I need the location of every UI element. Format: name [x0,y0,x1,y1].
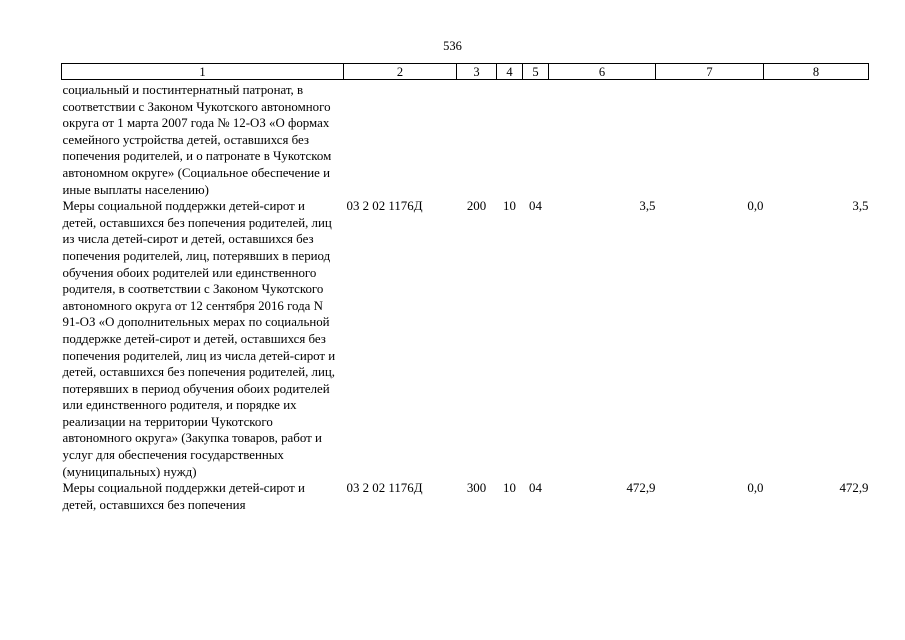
table-row [62,198,869,480]
column-header-2: 2 [344,64,457,80]
row-target-article-code: 03 2 02 1176Д [346,481,423,496]
table-row [62,480,869,513]
row-value-col8: 3,5 [852,199,869,214]
row-section: 10 [503,199,516,214]
row-name: Меры социальной поддержки детей-сирот и детей, оставшихся без попечения [62,481,305,512]
row-value-col8 [764,80,869,199]
column-header-1: 1 [62,64,344,80]
row-expense-type [457,80,497,199]
page-number: 536 [443,39,462,53]
column-header-5: 5 [523,64,549,80]
row-expense-type: 200 [466,199,487,214]
row-section: 10 [503,481,516,496]
column-header-6: 6 [549,64,656,80]
budget-table [61,63,869,513]
row-expense-type: 300 [466,481,487,496]
row-value-col8: 472,9 [839,481,869,496]
column-header-8: 8 [764,64,869,80]
row-value-col7: 0,0 [747,481,764,496]
row-value-col6 [549,80,656,199]
row-value-col7: 0,0 [747,199,764,214]
column-header-7: 7 [656,64,764,80]
column-number-header-row [62,64,869,80]
column-header-3: 3 [457,64,497,80]
row-section [497,80,523,199]
row-name: Меры социальной поддержки детей-сирот и детей, оставшихся без попечения родителей, лиц из числа детей-сирот и детей, оставшихся без попечения родителей, лиц, потерявших в период обучения обоих родителей или единственного родителя, в соответствии с Законом Чукотского автономного округа от 12 сентября 2016 года N 91-ОЗ «О дополнительных мерах по социальной поддержке детей-сирот и детей, оставшихся без попечения родителей, лиц из числа детей-сирот и детей, оставшихся без попечения родителей, лиц, потерявших в период обучения обоих родителей или единственного родителя, и порядке их реализации на территории Чукотского автономного округа» (Закупка товаров, работ и услуг для обеспечения государственных (муниципальных) нужд) [62,199,336,479]
row-value-col6: 472,9 [626,481,656,496]
row-target-article-code [344,80,457,199]
row-subsection [523,80,549,199]
row-name: социальный и постинтернатный патронат, в соответствии с Законом Чукотского автономного округа от 1 марта 2007 года № 12-ОЗ «О формах семейного устройства детей, оставшихся без попечения родителей, и о патронате в Чукотском автономном округе» (Социальное обеспечение и иные выплаты населению) [62,83,332,197]
row-value-col6: 3,5 [639,199,656,214]
table-row [62,80,869,199]
row-subsection: 04 [529,199,542,214]
row-value-col7 [656,80,764,199]
column-header-4: 4 [497,64,523,80]
row-target-article-code: 03 2 02 1176Д [346,199,423,214]
row-subsection: 04 [529,481,542,496]
